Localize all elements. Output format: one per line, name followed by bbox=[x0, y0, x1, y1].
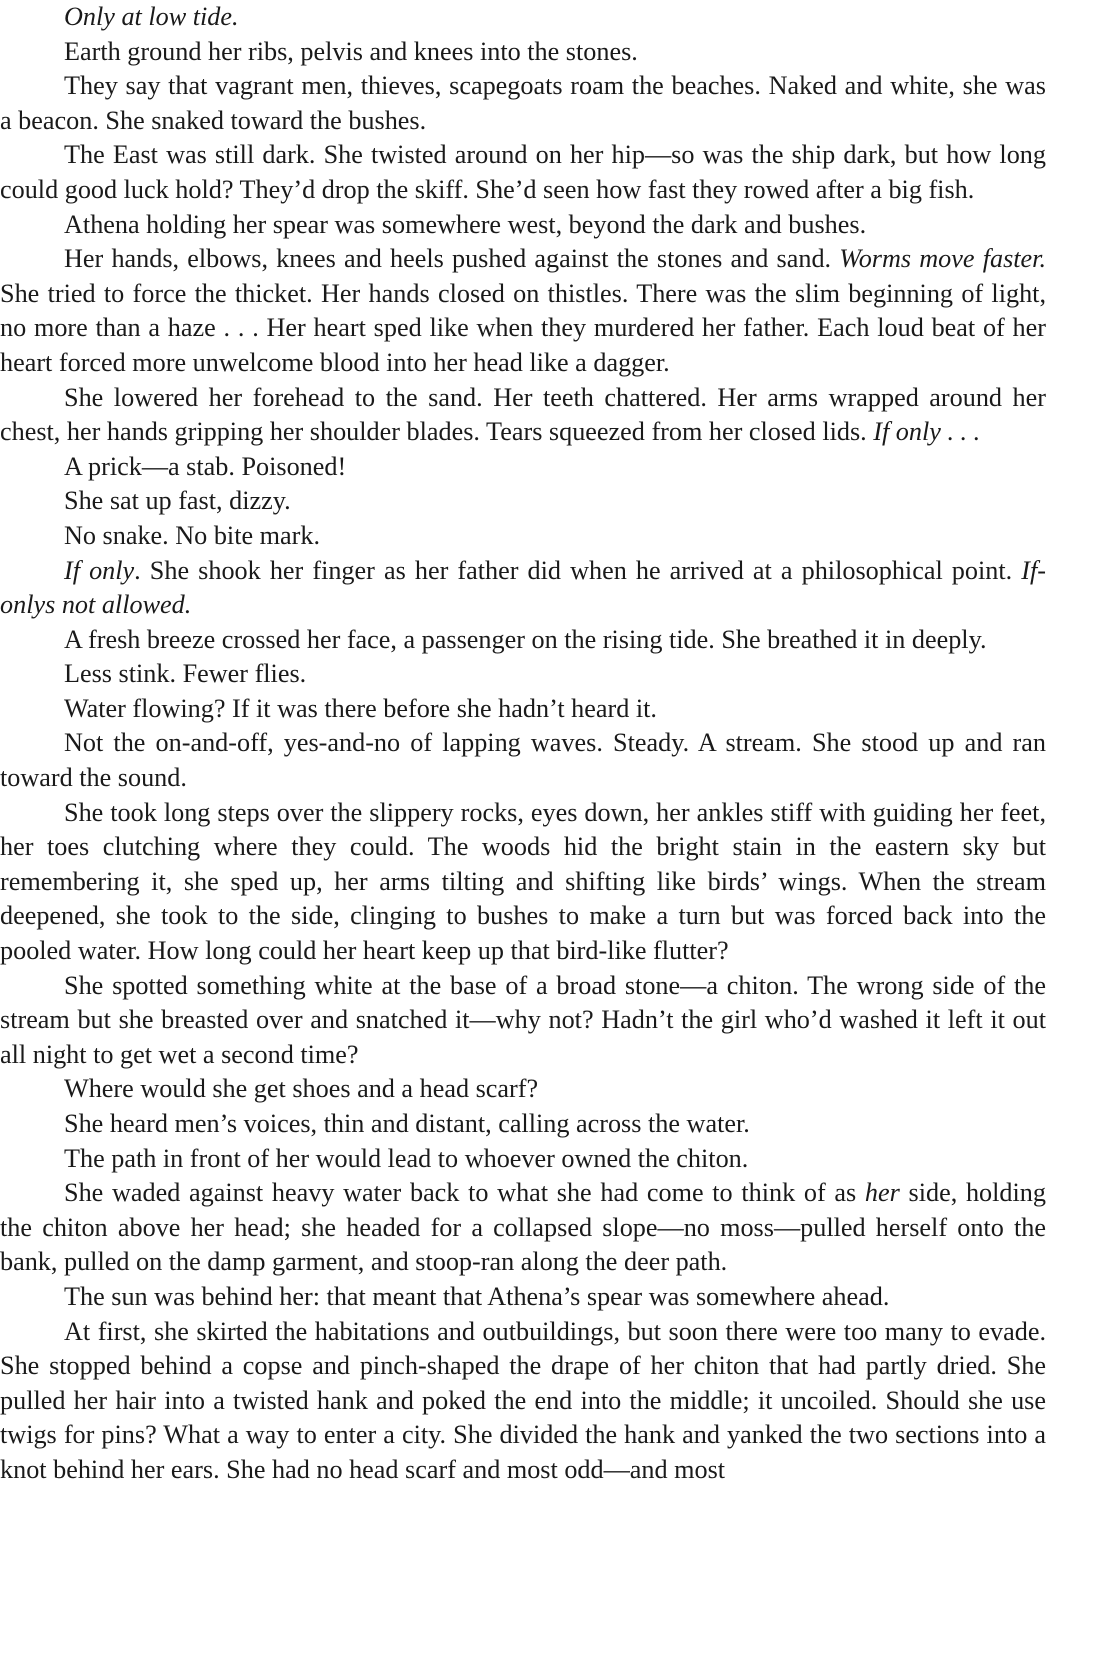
text-run: Her hands, elbows, knees and heels pushed against the stones and sand. bbox=[64, 244, 840, 274]
paragraph bbox=[0, 726, 1046, 795]
text-run: She lowered her forehead to the sand. Her teeth chattered. Her arms wrapped around her chest, her hands gripping her shoulder blades. Tears squeezed from her closed lids. bbox=[0, 382, 1046, 447]
text-run: She took long steps over the slippery rocks, eyes down, her ankles stiff with guiding her feet, her toes clutching where they could. The woods hid the bright stain in the eastern sky but remembering it, she sped up, her arms tilting and shifting like birds’ wings. When the stream deepened, she took to the side, clinging to bushes to make a turn but was forced back into the pooled water. How long could her heart keep up that bird-like flutter? bbox=[0, 797, 1046, 966]
paragraph bbox=[0, 242, 1046, 380]
text-run: Earth ground her ribs, pelvis and knees into the stones. bbox=[64, 36, 638, 66]
text-run: Less stink. Fewer flies. bbox=[64, 659, 307, 689]
paragraph bbox=[0, 208, 1046, 243]
paragraph bbox=[0, 450, 1046, 485]
text-run: At first, she skirted the habitations and outbuildings, but soon there were too many to evade. She stopped behind a copse and pinch-shaped the drape of her chiton that had partly dried. She pulled her hair into a twisted hank and poked the end into the middle; it uncoiled. Should she use twigs for pins? What a way to enter a city. She divided the hank and yanked the two sections into a knot behind her ears. She had no head scarf and most odd—and most bbox=[0, 1316, 1046, 1484]
paragraph bbox=[0, 1176, 1046, 1280]
paragraph bbox=[0, 1315, 1046, 1488]
text-run: The sun was behind her: that meant that Athena’s spear was somewhere ahead. bbox=[64, 1281, 890, 1311]
paragraph bbox=[0, 0, 1046, 35]
italic-text-run: If only . . . bbox=[873, 417, 981, 447]
text-run: She heard men’s voices, thin and distant, calling across the water. bbox=[64, 1109, 750, 1138]
paragraph bbox=[0, 69, 1046, 138]
text-run: The path in front of her would lead to whoever owned the chiton. bbox=[64, 1143, 749, 1173]
italic-text-run: Worms move faster. bbox=[839, 244, 1046, 274]
paragraph bbox=[0, 1280, 1046, 1315]
paragraph bbox=[0, 692, 1046, 727]
text-run: No snake. No bite mark. bbox=[64, 520, 320, 550]
text-run: Athena holding her spear was somewhere west, beyond the dark and bushes. bbox=[64, 209, 867, 239]
paragraph bbox=[0, 796, 1046, 969]
italic-text-run: If only bbox=[64, 555, 135, 585]
text-run: Water flowing? If it was there before she hadn’t heard it. bbox=[64, 693, 657, 723]
text-run: She spotted something white at the base of a broad stone—a chiton. The wrong side of the stream but she breasted over and snatched it—why not? Hadn’t the girl who’d washed it left it out all night to get wet a second time? bbox=[0, 970, 1046, 1069]
paragraph bbox=[0, 138, 1046, 207]
italic-text-run: If-onlys not allowed. bbox=[0, 555, 1046, 620]
text-run: She sat up fast, dizzy. bbox=[64, 486, 291, 516]
paragraph bbox=[0, 35, 1046, 70]
text-run: A fresh breeze crossed her face, a passenger on the rising tide. She breathed it in deeply. bbox=[64, 624, 987, 654]
text-run: side, holding the chiton above her head; she headed for a collapsed slope—no moss—pulled herself onto the bank, pulled on the damp garment, and stoop-ran along the deer path. bbox=[0, 1178, 1046, 1277]
paragraph bbox=[0, 623, 1046, 658]
paragraph bbox=[0, 1072, 1046, 1107]
paragraph bbox=[0, 1107, 1046, 1142]
italic-text-run: Only at low tide. bbox=[64, 2, 239, 31]
text-run: They say that vagrant men, thieves, scapegoats roam the beaches. Naked and white, she was a beacon. She snaked toward the bushes. bbox=[0, 71, 1046, 135]
text-run: She tried to force the thicket. Her hands closed on thistles. There was the slim beginning of light, no more than a haze . . . Her heart sped like when they murdered her father. Each loud beat of her heart forced more unwelcome blood into her head like a dagger. bbox=[0, 278, 1046, 377]
text-run: A prick—a stab. Poisoned! bbox=[64, 451, 347, 481]
text-run: She waded against heavy water back to what she had come to think of as bbox=[64, 1178, 865, 1208]
text-run: The East was still dark. She twisted around on her hip—so was the ship dark, but how long could good luck hold? They’d drop the skiff. She’d seen how fast they rowed after a big fish. bbox=[0, 140, 1046, 204]
paragraph bbox=[0, 554, 1046, 623]
paragraph bbox=[0, 381, 1046, 450]
paragraph bbox=[0, 969, 1046, 1073]
text-run: Where would she get shoes and a head scarf? bbox=[64, 1074, 539, 1104]
italic-text-run: her bbox=[864, 1178, 900, 1208]
paragraph bbox=[0, 657, 1046, 692]
paragraph bbox=[0, 484, 1046, 519]
paragraph bbox=[0, 519, 1046, 554]
text-run: Not the on-and-off, yes-and-no of lapping waves. Steady. A stream. She stood up and ran toward the sound. bbox=[0, 728, 1046, 793]
text-run: . She shook her finger as her father did when he arrived at a philosophical point. bbox=[134, 555, 1022, 585]
paragraph bbox=[0, 1142, 1046, 1177]
